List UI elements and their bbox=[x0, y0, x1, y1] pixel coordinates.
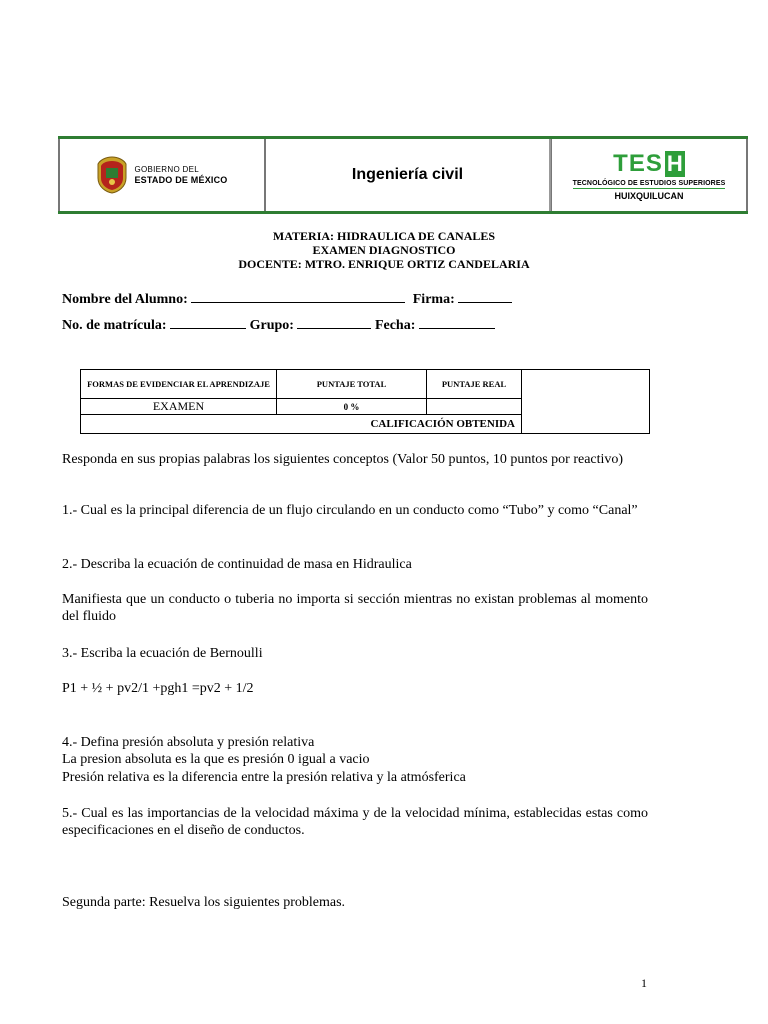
col-header-puntaje-real: PUNTAJE REAL bbox=[427, 370, 522, 399]
tes-h-icon: H bbox=[665, 151, 685, 177]
tes-logo-cell bbox=[551, 139, 748, 211]
question-4: 4.- Defina presión absoluta y presión relativa bbox=[62, 735, 315, 750]
question-3: 3.- Escriba la ecuación de Bernoulli bbox=[62, 646, 263, 661]
answer-4-line2: Presión relativa es la diferencia entre la presión relativa y la atmósferica bbox=[62, 770, 466, 785]
firma-label: Firma: bbox=[412, 292, 455, 307]
question-5: 5.- Cual es las importancias de la velocidad máxima y de la velocidad mínima, establecidas estas como especificaciones en el diseño de conductos. bbox=[62, 806, 648, 838]
nombre-label: Nombre del Alumno: bbox=[62, 292, 188, 307]
page-number: 1 bbox=[641, 976, 647, 990]
grupo-field[interactable] bbox=[297, 316, 371, 329]
student-id-row bbox=[62, 316, 495, 334]
part-two-heading: Segunda parte: Resuelva los siguientes problemas. bbox=[62, 895, 346, 910]
gov-logo bbox=[96, 156, 227, 194]
grade-box[interactable] bbox=[522, 370, 650, 434]
document-header bbox=[58, 136, 748, 214]
matricula-label: No. de matrícula: bbox=[62, 318, 167, 333]
gov-logo-cell bbox=[58, 139, 265, 211]
gov-shield-icon bbox=[96, 156, 128, 194]
intro-text: Responda en sus propias palabras los siguientes conceptos (Valor 50 puntos, 10 puntos por reactivo) bbox=[62, 452, 624, 467]
firma-field[interactable] bbox=[458, 290, 512, 303]
exam-type-line: EXAMEN DIAGNOSTICO bbox=[312, 243, 456, 257]
answer-4-line1: La presion absoluta es la que es presión 0 igual a vacio bbox=[62, 752, 370, 767]
answer-3: P1 + ½ + pv2/1 +pgh1 =pv2 + 1/2 bbox=[62, 681, 254, 696]
course-info bbox=[0, 229, 768, 271]
tes-city: HUIXQUILUCAN bbox=[614, 190, 684, 201]
row-examen-label: EXAMEN bbox=[81, 399, 277, 415]
gov-line2: ESTADO DE MÉXICO bbox=[134, 175, 228, 185]
col-header-formas: FORMAS DE EVIDENCIAR EL APRENDIZAJE bbox=[81, 370, 277, 399]
tes-subtitle: TECNOLÓGICO DE ESTUDIOS SUPERIORES bbox=[572, 179, 726, 187]
fecha-field[interactable] bbox=[419, 316, 495, 329]
course-title: Ingeniería civil bbox=[351, 166, 464, 183]
fecha-label: Fecha: bbox=[374, 318, 416, 333]
row-examen-total: 0 % bbox=[277, 399, 427, 415]
calificacion-label: CALIFICACIÓN OBTENIDA bbox=[81, 415, 522, 434]
question-1: 1.- Cual es la principal diferencia de un flujo circulando en un conducto como “Tubo” y como “Canal” bbox=[62, 503, 638, 518]
col-header-puntaje-total: PUNTAJE TOTAL bbox=[277, 370, 427, 399]
matricula-field[interactable] bbox=[170, 316, 246, 329]
question-2: 2.- Describa la ecuación de continuidad de masa en Hidraulica bbox=[62, 557, 412, 572]
gov-line1: GOBIERNO DEL bbox=[134, 165, 199, 174]
course-title-cell bbox=[265, 139, 551, 211]
materia-line: MATERIA: HIDRAULICA DE CANALES bbox=[272, 229, 496, 243]
tes-logo bbox=[613, 150, 685, 178]
docente-line: DOCENTE: MTRO. ENRIQUE ORTIZ CANDELARIA bbox=[238, 257, 530, 271]
student-name-row bbox=[62, 290, 512, 308]
nombre-field[interactable] bbox=[191, 290, 405, 303]
row-examen-real[interactable] bbox=[427, 399, 522, 415]
answer-2: Manifiesta que un conducto o tuberia no importa si sección mientras no existan problemas al momento del fluido bbox=[62, 592, 648, 624]
tes-word: TES bbox=[613, 149, 663, 177]
grupo-label: Grupo: bbox=[249, 318, 294, 333]
evaluation-table bbox=[80, 369, 650, 434]
